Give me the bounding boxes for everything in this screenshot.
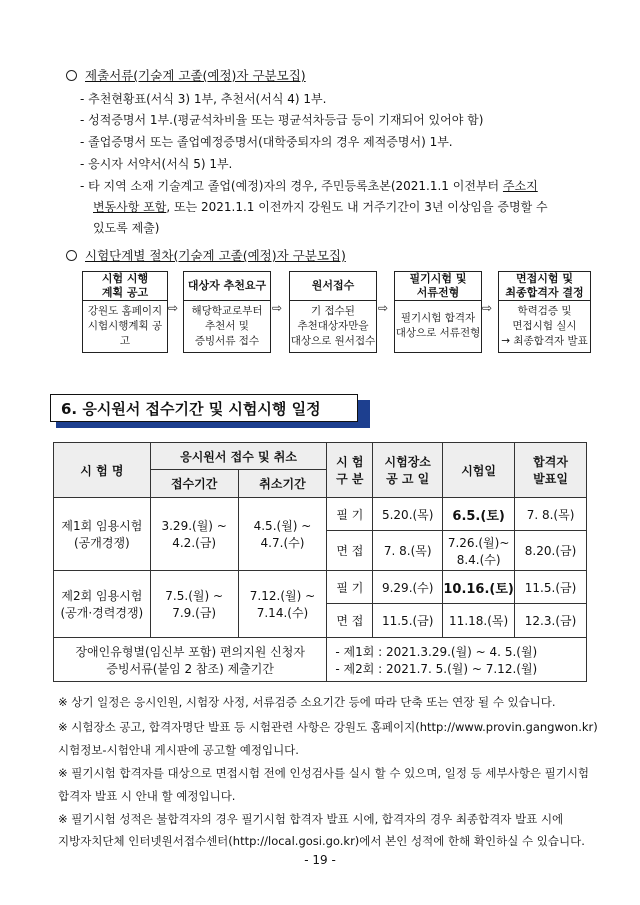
round2-written-date: 10.16.(토) (443, 571, 515, 604)
round2-interview-type: 면 접 (327, 604, 373, 638)
procedure-heading: 시험단계별 절차(기술계 고졸(예정)자 구분모집) (66, 246, 346, 264)
procedure-step-5: 면접시험 및 최종합격자 결정 학력검증 및 면접시험 실시 → 최종합격자 발표 (498, 271, 591, 353)
section-title: 6. 응시원서 접수기간 및 시험시행 일정 (50, 394, 358, 422)
round2-interview-result: 12.3.(금) (515, 604, 587, 638)
note-3: ※ 필기시험 합격자를 대상으로 면접시험 전에 인성검사를 실시 할 수 있으며, 일정 등 세부사항은 필기시험 (58, 766, 590, 780)
note-2: ※ 시험장소 공고, 합격자명단 발표 등 시험관련 사항은 강원도 홈페이지(http://www.provin.gangwon.kr) (58, 720, 598, 734)
header-result-date: 합격자 발표일 (515, 443, 587, 498)
arrow-right-icon: ⇨ (168, 301, 179, 315)
round1-cancel: 4.5.(월) ~ 4.7.(수) (238, 498, 327, 571)
submission-item-2: - 성적증명서 1부.(평균석차비율 또는 평균석차등급 등이 기재되어 있어야 함) (80, 113, 484, 127)
table-row (54, 498, 587, 531)
round1-written-date: 6.5.(토) (443, 498, 515, 531)
header-exam-type: 시 험 구 분 (327, 443, 373, 498)
header-exam-name: 시 험 명 (54, 443, 151, 498)
procedure-step-3: 원서접수 기 접수된 추천대상자만을 대상으로 원서접수 (289, 271, 377, 353)
submission-item-5-line1: - 타 지역 소재 기술계고 졸업(예정)자의 경우, 주민등록초본(2021.1.1 이전부터 주소지 (80, 179, 538, 193)
header-receipt-period: 접수기간 (150, 470, 238, 498)
round1-written-result: 7. 8.(목) (515, 498, 587, 531)
note-1: ※ 상기 일정은 응시인원, 시험장 사정, 서류검증 소요기간 등에 따라 단축 또는 연장 될 수 있습니다. (58, 695, 556, 709)
round2-written-type: 필 기 (327, 571, 373, 604)
round1-interview-venue: 7. 8.(목) (373, 531, 443, 571)
schedule-table (53, 442, 587, 682)
round1-name: 제1회 임용시험 (공개경쟁) (54, 498, 151, 571)
submission-heading: 제출서류(기술계 고졸(예정)자 구분모집) (66, 66, 306, 84)
round1-interview-type: 면 접 (327, 531, 373, 571)
arrow-right-icon: ⇨ (378, 301, 389, 315)
table-row (54, 571, 587, 604)
table-row (54, 638, 587, 682)
round2-written-result: 11.5.(금) (515, 571, 587, 604)
note-4-cont: 지방자치단체 인터넷원서접수센터(http://local.gosi.go.kr)에서 본인 성적에 한해 확인하실 수 있습니다. (58, 834, 585, 848)
header-application: 응시원서 접수 및 취소 (150, 443, 327, 470)
round2-receipt: 7.5.(월) ~ 7.9.(금) (150, 571, 238, 638)
round1-written-type: 필 기 (327, 498, 373, 531)
submission-item-4: - 응시자 서약서(서식 5) 1부. (80, 157, 233, 171)
header-exam-date: 시험일 (443, 443, 515, 498)
note-4: ※ 필기시험 성적은 불합격자의 경우 필기시험 합격자 발표 시에, 합격자의 경우 최종합격자 발표 시에 (58, 812, 564, 826)
procedure-step-2: 대상자 추천요구 해당학교로부터 추천서 및 증빙서류 접수 (183, 271, 271, 353)
round1-receipt: 3.29.(월) ~ 4.2.(금) (150, 498, 238, 571)
note-2-cont: 시험정보-시험안내 게시판에 공고할 예정입니다. (58, 743, 299, 757)
round2-name: 제2회 임용시험 (공개·경력경쟁) (54, 571, 151, 638)
header-cancel-period: 취소기간 (238, 470, 327, 498)
round1-written-venue: 5.20.(목) (373, 498, 443, 531)
circle-bullet-icon (66, 250, 77, 261)
note-3-cont: 합격자 발표 시 안내 할 예정입니다. (58, 789, 236, 803)
submission-item-1: - 추천현황표(서식 3) 1부, 추천서(서식 4) 1부. (80, 92, 327, 106)
procedure-step-1: 시험 시행 계획 공고 강원도 홈페이지 시험시행계획 공고 (82, 271, 168, 353)
arrow-right-icon: ⇨ (272, 301, 283, 315)
round1-interview-date: 7.26.(월)~ 8.4.(수) (443, 531, 515, 571)
arrow-right-icon: ⇨ (482, 301, 493, 315)
procedure-step-4: 필기시험 및 서류전형 필기시험 합격자 대상으로 서류전형 (394, 271, 482, 353)
submission-item-5-line3: 있도록 제출) (93, 221, 160, 235)
round2-written-venue: 9.29.(수) (373, 571, 443, 604)
disability-period: - 제1회 : 2021.3.29.(월) ~ 4. 5.(월) - 제2회 : 2021.7. 5.(월) ~ 7.12.(월) (327, 638, 587, 682)
round2-interview-venue: 11.5.(금) (373, 604, 443, 638)
page-number: - 19 - (304, 853, 336, 867)
submission-item-5-line2: 변동사항 포함, 또는 2021.1.1 이전까지 강원도 내 거주기간이 3년 이상임을 증명할 수 (93, 200, 548, 214)
round2-interview-date: 11.18.(목) (443, 604, 515, 638)
header-venue-notice: 시험장소 공 고 일 (373, 443, 443, 498)
round1-interview-result: 8.20.(금) (515, 531, 587, 571)
disability-label: 장애인유형별(임신부 포함) 편의지원 신청자 증빙서류(붙임 2 참조) 제출기간 (54, 638, 327, 682)
submission-item-3: - 졸업증명서 또는 졸업예정증명서(대학중퇴자의 경우 제적증명서) 1부. (80, 135, 453, 149)
round2-cancel: 7.12.(월) ~ 7.14.(수) (238, 571, 327, 638)
circle-bullet-icon (66, 70, 77, 81)
